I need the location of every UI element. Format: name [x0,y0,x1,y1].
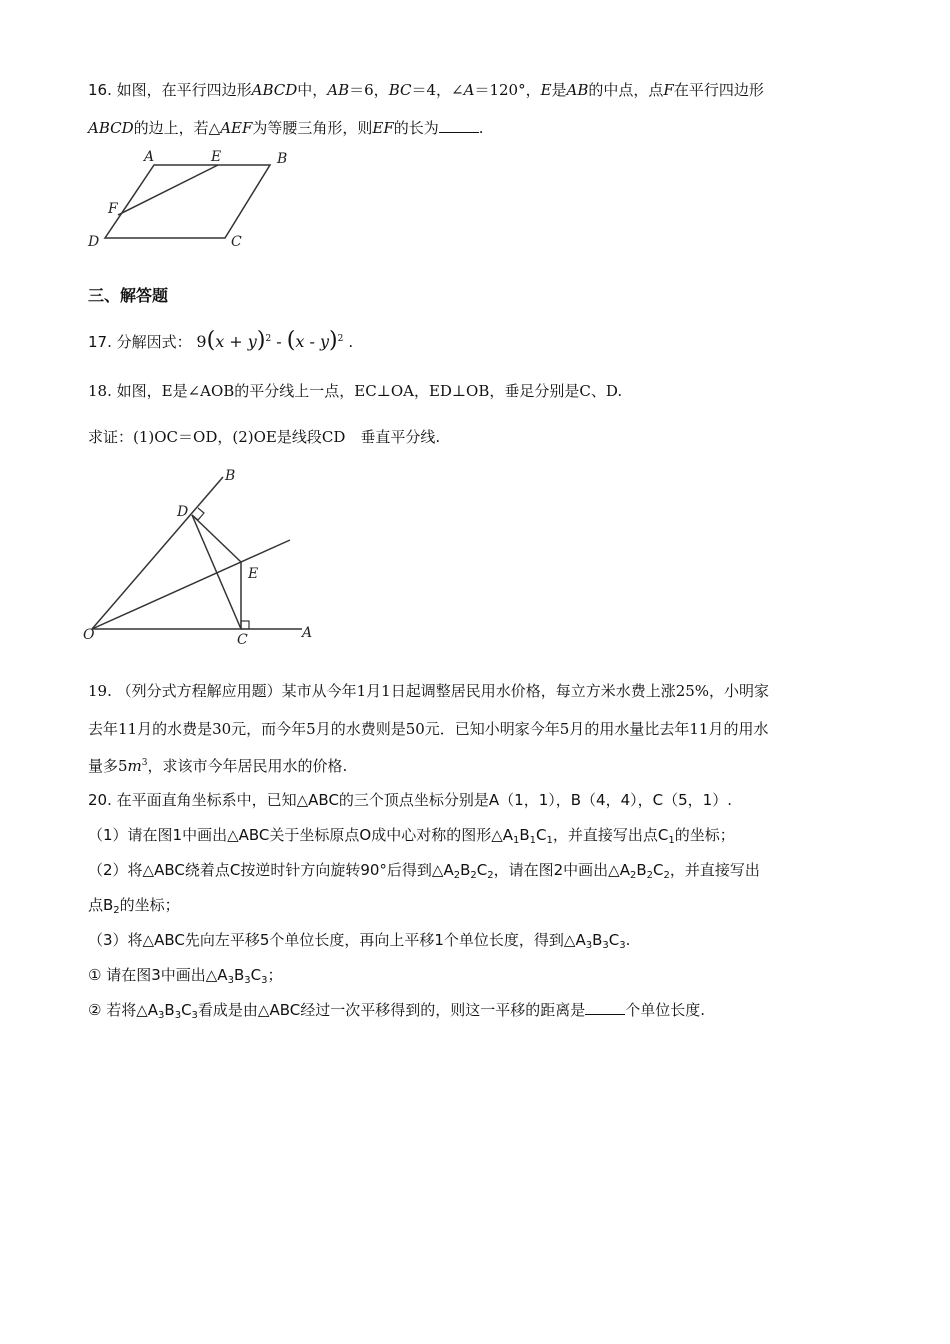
label-e: E [211,149,222,165]
q20-sub1: （1）请在图1中画出△ABC关于坐标原点O成中心对称的图形$\triangle A_1B_1C_1$，并直接写出点$C_1$的坐标； [88,826,735,846]
answer-blank-distance[interactable] [585,1000,625,1015]
q16-line1: 16. 如图，在平行四边形ABCD中，AB＝6，BC＝4，∠A＝120°，E是AB的中点，点F在平行四边形 [88,81,764,99]
label-b: B [225,468,236,484]
label-a: A [144,149,155,165]
label-b: B [277,151,288,167]
segment-ef [118,165,218,215]
q20-item1: ① 请在图3中画出$\triangle A_3B_3C_3$； [88,966,283,986]
q18-line2: 求证：(1)OC＝OD，(2)OE是线段CD 垂直平分线. [88,428,441,446]
q19-line2: 去年11月的水费是30元，而今年5月的水费则是50元．已知小明家今年5月的用水量比去年11月的用水 [88,720,769,738]
label-f: F [108,201,118,217]
angle-bisector-figure [80,462,330,647]
answer-blank[interactable] [439,118,479,133]
q20-sub2: （2）将△ABC绕着点C按逆时针方向旋转90°后得到$\triangle A_2B_2C_2$，请在图2中画出$\triangle A_2B_2C_2$，并直接写出 [88,861,760,881]
q18-line1: 18. 如图，E是∠AOB的平分线上一点，EC⊥OA，ED⊥OB，垂足分别是C、D. [88,382,623,400]
q17-formula: $9(x + y)^2 - (x - y)^2$ [196,328,344,353]
ray-ob [92,477,223,629]
q19-line1: 19. （列分式方程解应用题）某市从今年1月1日起调整居民用水价格，每立方米水费上涨25%，小明家 [88,682,770,700]
q20-line1: 20. 在平面直角坐标系中，已知△ABC的三个顶点坐标分别是A（1，1），B（4，4），C（5，1）. [88,791,732,809]
label-e: E [248,566,259,582]
q16-line2: ABCD的边上，若△AEF为等腰三角形，则EF的长为 . [88,119,484,137]
bisector-oe [92,540,290,629]
q19-line3: 量多$5m^3$，求该市今年居民用水的价格. [88,757,348,775]
label-a: A [302,625,313,641]
q17-line: 17. 分解因式： $9(x + y)^2 - (x - y)^2$ . [88,328,354,353]
label-c: C [237,632,248,647]
segment-de [192,515,241,562]
q20-sub2-cont: 点$B_2$的坐标； [88,896,180,916]
parallelogram-abcd [105,165,270,238]
q20-sub3: （3）将△ABC先向左平移5个单位长度，再向上平移1个单位长度，得到$\triangle A_3B_3C_3$. [88,931,631,951]
right-angle-c [241,621,249,629]
label-c: C [231,234,242,250]
parallelogram-figure [80,145,300,255]
label-o: O [83,627,95,643]
label-d: D [88,234,100,250]
q20-item2: ② 若将$\triangle A_3B_3C_3$看成是由△ABC经过一次平移得到的，则这一平移的距离是 个单位长度. [88,1001,706,1021]
label-d: D [177,504,189,520]
segment-dc [192,515,241,629]
section-title: 三、解答题 [88,286,169,305]
